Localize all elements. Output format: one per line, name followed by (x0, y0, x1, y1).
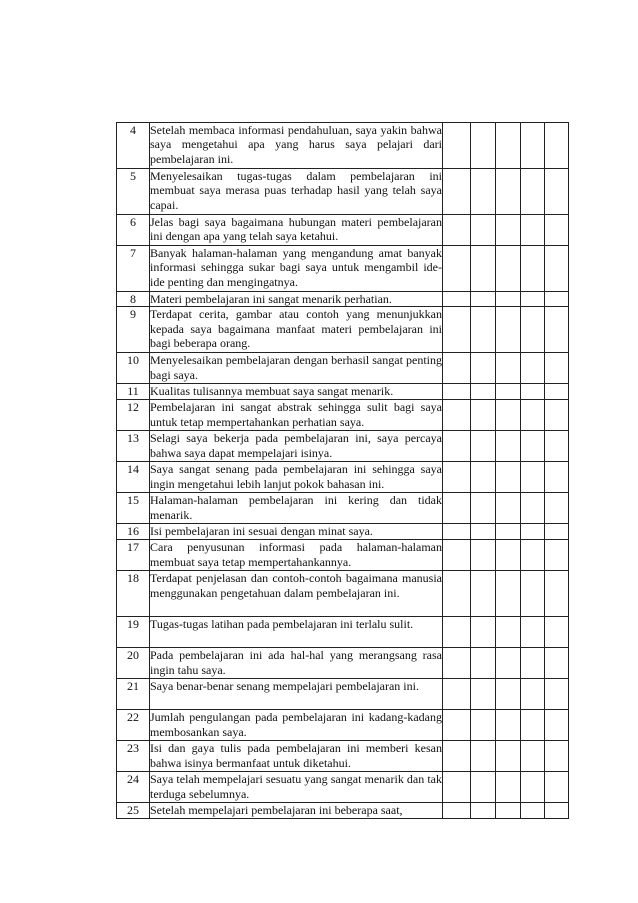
table-row (117, 123, 569, 169)
item-statement: Saya sangat senang pada pembelajaran ini sehingga saya ingin mengetahui lebih lanjut pokok bahasan ini. (150, 462, 443, 493)
rating-cell[interactable] (443, 741, 471, 772)
questionnaire-table (116, 122, 569, 819)
rating-cell[interactable] (471, 679, 496, 710)
table-row (117, 571, 569, 617)
rating-cell[interactable] (443, 493, 471, 524)
rating-cell[interactable] (471, 246, 496, 292)
item-statement: Menyelesaikan pembelajaran dengan berhasil sangat penting bagi saya. (150, 353, 443, 384)
item-statement: Saya telah mempelajari sesuatu yang sangat menarik dan tak terduga sebelumnya. (150, 772, 443, 803)
item-number: 16 (117, 524, 150, 540)
rating-cell[interactable] (545, 524, 569, 540)
rating-cell[interactable] (496, 571, 521, 617)
item-statement: Cara penyusunan informasi pada halaman-halaman membuat saya tetap mempertahankannya. (150, 540, 443, 571)
rating-cell[interactable] (521, 246, 545, 292)
rating-cell[interactable] (496, 169, 521, 215)
rating-cell[interactable] (471, 307, 496, 353)
item-number: 25 (117, 803, 150, 818)
rating-cell[interactable] (471, 169, 496, 215)
rating-cell[interactable] (496, 524, 521, 540)
rating-cell[interactable] (521, 803, 545, 818)
rating-cell[interactable] (443, 648, 471, 679)
table-row (117, 246, 569, 292)
rating-cell[interactable] (443, 524, 471, 540)
item-number: 12 (117, 400, 150, 431)
item-number: 18 (117, 571, 150, 617)
rating-cell[interactable] (545, 493, 569, 524)
table-row (117, 462, 569, 493)
table-row (117, 648, 569, 679)
table-row (117, 617, 569, 648)
rating-cell[interactable] (471, 648, 496, 679)
table-row (117, 772, 569, 803)
table-row (117, 384, 569, 400)
rating-cell[interactable] (521, 384, 545, 400)
rating-cell[interactable] (443, 292, 471, 307)
rating-cell[interactable] (521, 524, 545, 540)
rating-cell[interactable] (443, 123, 471, 169)
item-number: 22 (117, 710, 150, 741)
rating-cell[interactable] (496, 307, 521, 353)
item-number: 17 (117, 540, 150, 571)
rating-cell[interactable] (545, 215, 569, 246)
rating-cell[interactable] (496, 679, 521, 710)
rating-cell[interactable] (545, 307, 569, 353)
rating-cell[interactable] (443, 617, 471, 648)
table-row (117, 400, 569, 431)
rating-cell[interactable] (521, 431, 545, 462)
rating-cell[interactable] (496, 384, 521, 400)
rating-cell[interactable] (521, 353, 545, 384)
rating-cell[interactable] (471, 431, 496, 462)
table-row (117, 353, 569, 384)
rating-cell[interactable] (545, 710, 569, 741)
item-statement: Pada pembelajaran ini ada hal-hal yang merangsang rasa ingin tahu saya. (150, 648, 443, 679)
rating-cell[interactable] (521, 741, 545, 772)
table-row (117, 741, 569, 772)
rating-cell[interactable] (545, 431, 569, 462)
rating-cell[interactable] (545, 540, 569, 571)
item-statement: Terdapat cerita, gambar atau contoh yang menunjukkan kepada saya bagaimana manfaat materi pembelajaran ini bagi beberapa orang. (150, 307, 443, 353)
item-number: 4 (117, 123, 150, 169)
rating-cell[interactable] (443, 384, 471, 400)
rating-cell[interactable] (471, 772, 496, 803)
item-statement: Isi dan gaya tulis pada pembelajaran ini memberi kesan bahwa isinya bermanfaat untuk diketahui. (150, 741, 443, 772)
item-statement: Saya benar-benar senang mempelajari pembelajaran ini. (150, 679, 443, 710)
rating-cell[interactable] (521, 540, 545, 571)
rating-cell[interactable] (521, 679, 545, 710)
rating-cell[interactable] (521, 493, 545, 524)
rating-cell[interactable] (471, 571, 496, 617)
rating-cell[interactable] (521, 123, 545, 169)
rating-cell[interactable] (496, 617, 521, 648)
item-number: 5 (117, 169, 150, 215)
rating-cell[interactable] (443, 462, 471, 493)
rating-cell[interactable] (545, 246, 569, 292)
item-statement: Jelas bagi saya bagaimana hubungan materi pembelajaran ini dengan apa yang telah saya ketahui. (150, 215, 443, 246)
table-row (117, 215, 569, 246)
rating-cell[interactable] (545, 772, 569, 803)
rating-cell[interactable] (471, 540, 496, 571)
item-number: 23 (117, 741, 150, 772)
item-number: 15 (117, 493, 150, 524)
item-number: 21 (117, 679, 150, 710)
table-row (117, 431, 569, 462)
rating-cell[interactable] (545, 400, 569, 431)
rating-cell[interactable] (496, 215, 521, 246)
rating-cell[interactable] (496, 246, 521, 292)
rating-cell[interactable] (521, 307, 545, 353)
item-number: 14 (117, 462, 150, 493)
item-statement: Materi pembelajaran ini sangat menarik perhatian. (150, 292, 443, 307)
item-statement: Menyelesaikan tugas-tugas dalam pembelajaran ini membuat saya merasa puas terhadap hasil yang telah saya capai. (150, 169, 443, 215)
rating-cell[interactable] (545, 803, 569, 818)
item-number: 9 (117, 307, 150, 353)
table-row (117, 292, 569, 307)
rating-cell[interactable] (443, 431, 471, 462)
rating-cell[interactable] (496, 462, 521, 493)
rating-cell[interactable] (545, 169, 569, 215)
rating-cell[interactable] (545, 679, 569, 710)
rating-cell[interactable] (521, 292, 545, 307)
rating-cell[interactable] (545, 617, 569, 648)
rating-cell[interactable] (443, 710, 471, 741)
item-number: 10 (117, 353, 150, 384)
item-statement: Pembelajaran ini sangat abstrak sehingga sulit bagi saya untuk tetap mempertahankan perhatian saya. (150, 400, 443, 431)
item-number: 20 (117, 648, 150, 679)
rating-cell[interactable] (443, 803, 471, 818)
rating-cell[interactable] (471, 353, 496, 384)
rating-cell[interactable] (545, 741, 569, 772)
rating-cell[interactable] (443, 400, 471, 431)
item-statement: Isi pembelajaran ini sesuai dengan minat saya. (150, 524, 443, 540)
rating-cell[interactable] (545, 571, 569, 617)
item-statement: Selagi saya bekerja pada pembelajaran ini, saya percaya bahwa saya dapat mempelajari isinya. (150, 431, 443, 462)
rating-cell[interactable] (521, 648, 545, 679)
item-statement: Setelah membaca informasi pendahuluan, saya yakin bahwa saya mengetahui apa yang harus saya pelajari dari pembelajaran ini. (150, 123, 443, 169)
item-statement: Jumlah pengulangan pada pembelajaran ini kadang-kadang membosankan saya. (150, 710, 443, 741)
rating-cell[interactable] (521, 462, 545, 493)
rating-cell[interactable] (521, 215, 545, 246)
rating-cell[interactable] (545, 292, 569, 307)
rating-cell[interactable] (471, 462, 496, 493)
rating-cell[interactable] (443, 169, 471, 215)
rating-cell[interactable] (471, 400, 496, 431)
rating-cell[interactable] (545, 648, 569, 679)
table-row (117, 803, 569, 818)
item-statement: Banyak halaman-halaman yang mengandung amat banyak informasi sehingga sukar bagi saya untuk mengambil ide-ide penting dan mengingatnya. (150, 246, 443, 292)
table-row (117, 493, 569, 524)
rating-cell[interactable] (545, 384, 569, 400)
item-number: 6 (117, 215, 150, 246)
table-row (117, 540, 569, 571)
questionnaire-body (117, 123, 569, 819)
item-statement: Halaman-halaman pembelajaran ini kering dan tidak menarik. (150, 493, 443, 524)
rating-cell[interactable] (471, 524, 496, 540)
rating-cell[interactable] (496, 431, 521, 462)
item-statement: Terdapat penjelasan dan contoh-contoh bagaimana manusia menggunakan pengetahuan dalam pembelajaran ini. (150, 571, 443, 617)
table-row (117, 524, 569, 540)
rating-cell[interactable] (496, 741, 521, 772)
rating-cell[interactable] (496, 803, 521, 818)
rating-cell[interactable] (496, 292, 521, 307)
rating-cell[interactable] (471, 292, 496, 307)
item-statement: Setelah mempelajari pembelajaran ini beberapa saat, (150, 803, 443, 818)
item-number: 8 (117, 292, 150, 307)
rating-cell[interactable] (443, 246, 471, 292)
item-number: 19 (117, 617, 150, 648)
rating-cell[interactable] (443, 679, 471, 710)
rating-cell[interactable] (545, 123, 569, 169)
rating-cell[interactable] (443, 540, 471, 571)
rating-cell[interactable] (471, 493, 496, 524)
rating-cell[interactable] (471, 617, 496, 648)
table-row (117, 679, 569, 710)
rating-cell[interactable] (443, 571, 471, 617)
rating-cell[interactable] (496, 493, 521, 524)
rating-cell[interactable] (496, 772, 521, 803)
rating-cell[interactable] (496, 540, 521, 571)
rating-cell[interactable] (521, 169, 545, 215)
item-statement: Kualitas tulisannya membuat saya sangat menarik. (150, 384, 443, 400)
rating-cell[interactable] (521, 571, 545, 617)
rating-cell[interactable] (471, 384, 496, 400)
rating-cell[interactable] (471, 803, 496, 818)
item-statement: Tugas-tugas latihan pada pembelajaran ini terlalu sulit. (150, 617, 443, 648)
rating-cell[interactable] (521, 400, 545, 431)
table-row (117, 169, 569, 215)
rating-cell[interactable] (496, 123, 521, 169)
rating-cell[interactable] (521, 772, 545, 803)
rating-cell[interactable] (545, 353, 569, 384)
rating-cell[interactable] (443, 307, 471, 353)
rating-cell[interactable] (496, 710, 521, 741)
table-row (117, 307, 569, 353)
rating-cell[interactable] (521, 710, 545, 741)
rating-cell[interactable] (471, 741, 496, 772)
rating-cell[interactable] (443, 353, 471, 384)
rating-cell[interactable] (443, 215, 471, 246)
item-number: 11 (117, 384, 150, 400)
item-number: 7 (117, 246, 150, 292)
rating-cell[interactable] (496, 400, 521, 431)
rating-cell[interactable] (471, 710, 496, 741)
item-number: 13 (117, 431, 150, 462)
rating-cell[interactable] (496, 648, 521, 679)
rating-cell[interactable] (545, 462, 569, 493)
rating-cell[interactable] (471, 215, 496, 246)
rating-cell[interactable] (496, 353, 521, 384)
rating-cell[interactable] (443, 772, 471, 803)
rating-cell[interactable] (471, 123, 496, 169)
item-number: 24 (117, 772, 150, 803)
rating-cell[interactable] (521, 617, 545, 648)
table-row (117, 710, 569, 741)
